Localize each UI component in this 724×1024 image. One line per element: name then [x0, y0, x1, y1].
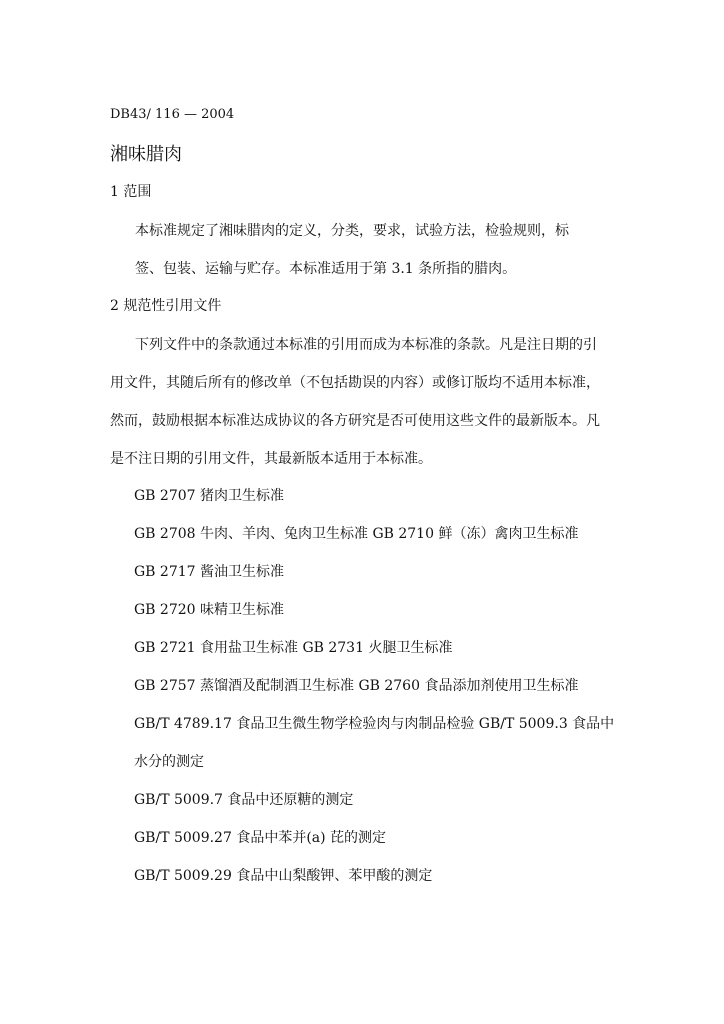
- reference-item: GB/T 4789.17 食品卫生微生物学检验肉与肉制品检验 GB/T 5009.3 食品中: [134, 716, 615, 732]
- references-paragraph-line-2: 用文件，其随后所有的修改单（不包括勘误的内容）或修订版均不适用本标准，: [110, 375, 600, 391]
- reference-item: GB/T 5009.29 食品中山梨酸钾、苯甲酸的测定: [134, 868, 433, 884]
- section-heading-normative-references: 2 规范性引用文件: [110, 298, 222, 314]
- section-heading-scope: 1 范围: [110, 184, 152, 200]
- document-code-header: DB43/ 116 — 2004: [110, 107, 235, 122]
- reference-item: GB 2721 食用盐卫生标准 GB 2731 火腿卫生标准: [134, 640, 453, 656]
- references-paragraph-line-1: 下列文件中的条款通过本标准的引用而成为本标准的条款。凡是注日期的引: [135, 337, 597, 353]
- references-paragraph-line-3: 然而，鼓励根据本标准达成协议的各方研究是否可使用这些文件的最新版本。凡: [110, 413, 600, 429]
- reference-item: GB 2757 蒸馏酒及配制酒卫生标准 GB 2760 食品添加剂使用卫生标准: [134, 678, 579, 694]
- reference-item-continuation: 水分的测定: [134, 754, 204, 770]
- document-title: 湘味腊肉: [110, 144, 182, 165]
- scope-paragraph-line-2: 签、包装、运输与贮存。本标准适用于第 3.1 条所指的腊肉。: [135, 261, 517, 277]
- scope-paragraph-line-1: 本标准规定了湘味腊肉的定义，分类，要求，试验方法，检验规则，标: [135, 223, 569, 239]
- reference-item: GB/T 5009.7 食品中还原糖的测定: [134, 792, 354, 808]
- reference-item: GB 2717 酱油卫生标准: [134, 564, 285, 580]
- reference-item: GB/T 5009.27 食品中苯并(a) 芘的测定: [134, 830, 387, 846]
- reference-item: GB 2720 味精卫生标准: [134, 602, 285, 618]
- reference-item: GB 2708 牛肉、羊肉、兔肉卫生标准 GB 2710 鲜（冻）禽肉卫生标准: [134, 526, 579, 542]
- references-paragraph-line-4: 是不注日期的引用文件，其最新版本适用于本标准。: [110, 451, 432, 467]
- reference-item: GB 2707 猪肉卫生标准: [134, 488, 285, 504]
